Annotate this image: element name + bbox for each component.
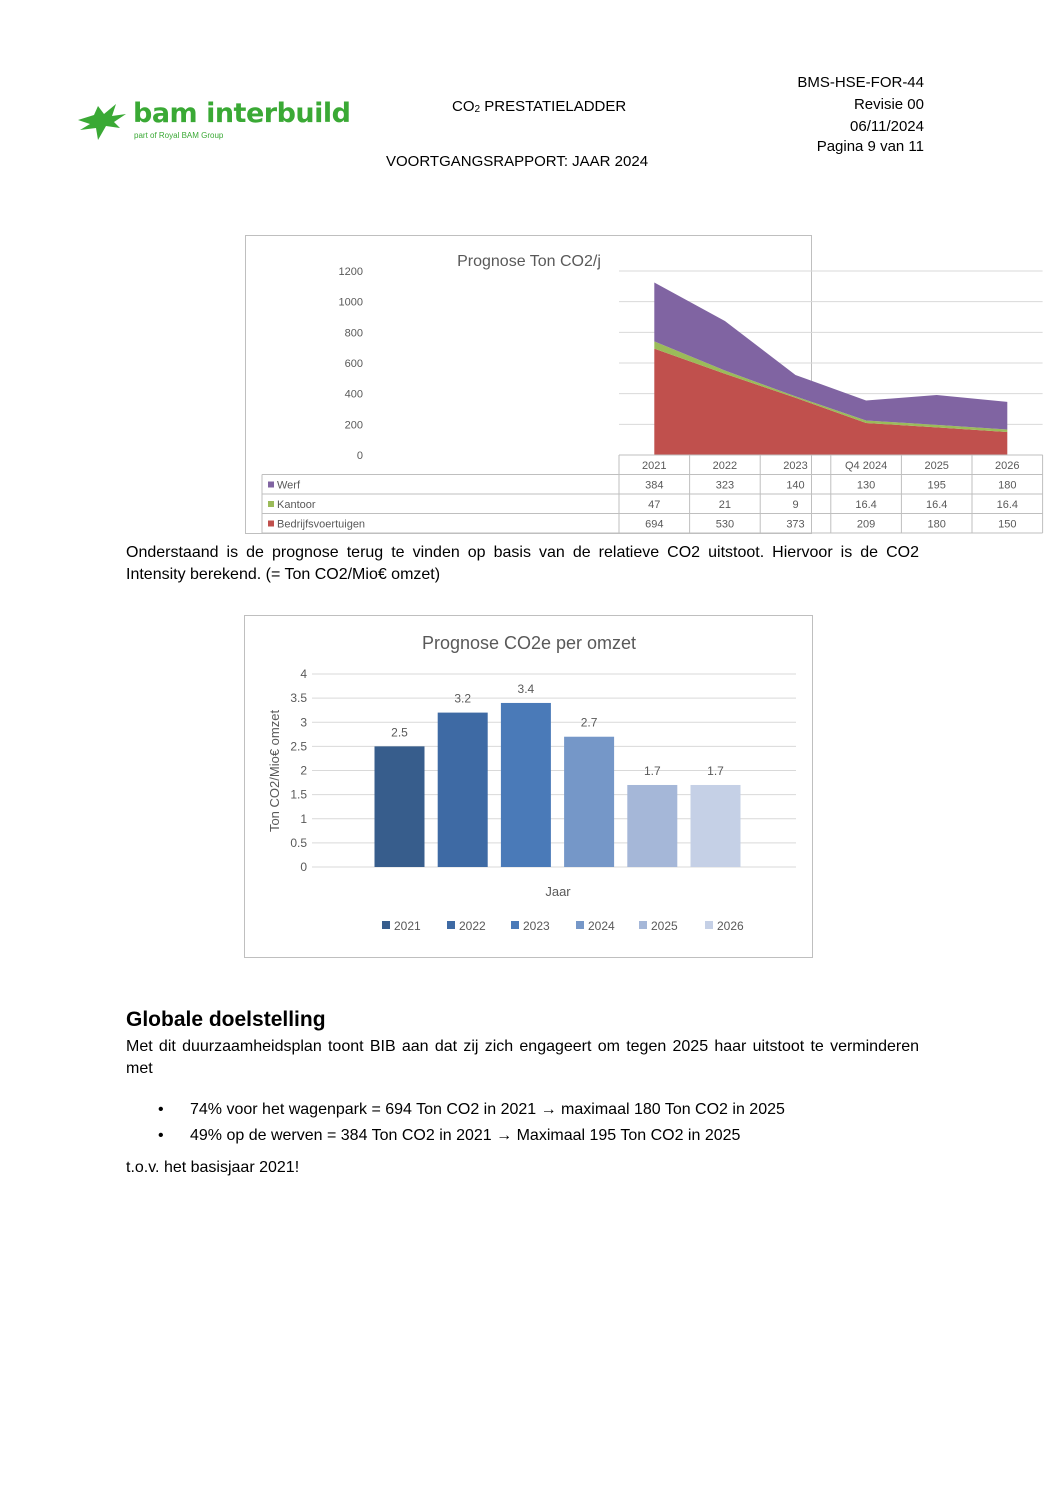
- bam-logo-icon: [76, 102, 130, 142]
- legend-swatch-bedrijfsvoertuigen: [268, 521, 274, 527]
- x-category-label: 2025: [924, 460, 949, 472]
- data-label: 2.7: [580, 715, 598, 730]
- table-cell-value: 384: [645, 479, 664, 492]
- table-cell-value: 21: [718, 499, 732, 511]
- table-cell-value: 195: [927, 479, 946, 492]
- x-category-label: 2026: [995, 460, 1020, 472]
- data-label: 2.5: [391, 725, 408, 740]
- data-label: 3.2: [454, 691, 472, 706]
- bar-2025: [627, 785, 677, 867]
- x-category-label: Q4 2024: [844, 460, 888, 472]
- section-heading: Globale doelstelling: [126, 1008, 326, 1031]
- logo-subtitle: part of Royal BAM Group: [134, 131, 224, 140]
- data-label: 1.7: [643, 763, 661, 778]
- doc-code: BMS-HSE-FOR-44: [797, 74, 924, 91]
- table-cell-value: 16.4: [925, 499, 948, 511]
- legend-label: 2022: [459, 919, 486, 933]
- data-label: 3.4: [517, 681, 535, 696]
- legend-swatch: [511, 921, 519, 929]
- legend-label: 2026: [717, 919, 744, 933]
- bullet-item: • 74% voor het wagenpark = 694 Ton CO2 in 2021 → maximaal 180 Ton CO2 in 2025: [158, 1097, 785, 1123]
- x-axis-label: Jaar: [545, 884, 571, 899]
- table-cell-value: 16.4: [855, 499, 877, 511]
- y-tick-label: 400: [344, 388, 363, 401]
- company-logo: [76, 98, 351, 146]
- bullet-item: • 49% op de werven = 384 Ton CO2 in 2021 → Maximaal 195 Ton CO2 in 2025: [158, 1123, 785, 1149]
- bar-chart-prognose-omzet: [244, 615, 813, 958]
- legend-swatch: [639, 921, 647, 929]
- doc-date: 06/11/2024: [850, 118, 924, 135]
- y-axis-label: Ton CO2/Mio€ omzet: [267, 709, 282, 833]
- chart-title: Prognose CO2e per omzet: [421, 633, 637, 653]
- table-row-label: Kantoor: [277, 499, 316, 511]
- document-title: [452, 98, 626, 115]
- legend-label: 2023: [523, 919, 550, 933]
- y-tick-label: 0.5: [290, 835, 307, 850]
- y-tick-label: 4: [300, 667, 307, 681]
- x-category-label: 2022: [712, 460, 738, 472]
- title-rest: PRESTATIELADDER: [480, 98, 627, 115]
- bar-2023: [501, 703, 551, 867]
- y-tick-label: 600: [344, 358, 363, 370]
- bar-2021: [375, 746, 425, 867]
- legend-label: 2025: [651, 919, 678, 933]
- table-cell-value: 150: [998, 518, 1017, 531]
- y-tick-label: 3: [300, 715, 307, 730]
- legend-swatch-kantoor: [268, 501, 274, 507]
- legend-swatch: [447, 921, 455, 929]
- table-cell-value: 47: [648, 499, 661, 511]
- goal-paragraph: Met dit duurzaamheidsplan toont BIB aan dat zij zich engageert om tegen 2025 haar uitstoot te verminderen met: [126, 1038, 919, 1077]
- title-prefix: CO: [452, 98, 475, 115]
- y-tick-label: 1.5: [290, 787, 307, 802]
- y-tick-label: 200: [344, 419, 363, 432]
- table-cell-value: 180: [927, 518, 946, 531]
- table-cell-value: 140: [786, 479, 805, 492]
- intro-paragraph: Onderstaand is de prognose terug te vinden op basis van de relatieve CO2 uitstoot. Hiervoor is de CO2 Intensity berekend. (= Ton CO2/Mio€ omzet): [126, 544, 919, 583]
- y-tick-label: 0: [356, 450, 363, 462]
- x-category-label: 2023: [783, 460, 808, 472]
- legend-swatch: [382, 921, 390, 929]
- page-number: Pagina 9 van 11: [816, 138, 924, 155]
- table-cell-value: 130: [856, 479, 876, 492]
- bar-2026: [691, 785, 741, 867]
- closing-line: t.o.v. het basisjaar 2021!: [126, 1159, 300, 1176]
- document-meta: [797, 72, 924, 158]
- table-row-label: Werf: [277, 479, 301, 492]
- legend-swatch-werf: [268, 482, 274, 488]
- revision: Revisie 00: [853, 96, 924, 113]
- bar-chart-svg: [245, 616, 812, 957]
- x-category-label: 2021: [642, 460, 667, 472]
- data-label: 1.7: [707, 763, 724, 778]
- table-cell-value: 16.4: [996, 499, 1019, 511]
- goal-bullet-list: [158, 1097, 785, 1149]
- table-row-label: Bedrijfsvoertuigen: [277, 518, 366, 531]
- chart-title: Prognose Ton CO2/j: [457, 253, 601, 270]
- y-tick-label: 1: [300, 811, 307, 826]
- y-tick-label: 0: [300, 860, 307, 874]
- table-cell-value: 180: [998, 479, 1017, 492]
- y-tick-label: 2.5: [290, 739, 307, 754]
- area-chart-prognose-ton: [245, 235, 1020, 534]
- title-subscript: 2: [474, 104, 481, 115]
- table-cell-value: 209: [856, 518, 876, 531]
- y-tick-label: 800: [344, 327, 363, 340]
- y-tick-label: 1000: [338, 296, 363, 309]
- logo-name: bam interbuild: [133, 98, 351, 129]
- legend-label: 2021: [394, 919, 421, 933]
- table-cell-value: 323: [715, 479, 735, 492]
- document-subtitle: VOORTGANGSRAPPORT: JAAR 2024: [386, 153, 649, 170]
- area-chart-svg: [246, 236, 1020, 533]
- y-tick-label: 1200: [338, 266, 363, 278]
- bar-2022: [438, 713, 488, 867]
- legend-swatch: [705, 921, 713, 929]
- legend-swatch: [576, 921, 584, 929]
- y-tick-label: 3.5: [290, 691, 307, 706]
- y-tick-label: 2: [300, 763, 307, 778]
- table-cell-value: 530: [715, 518, 735, 531]
- table-cell-value: 9: [792, 499, 799, 511]
- table-cell-value: 694: [645, 518, 664, 531]
- table-cell-value: 373: [786, 518, 805, 531]
- legend-label: 2024: [588, 919, 615, 933]
- bar-2024: [564, 737, 614, 867]
